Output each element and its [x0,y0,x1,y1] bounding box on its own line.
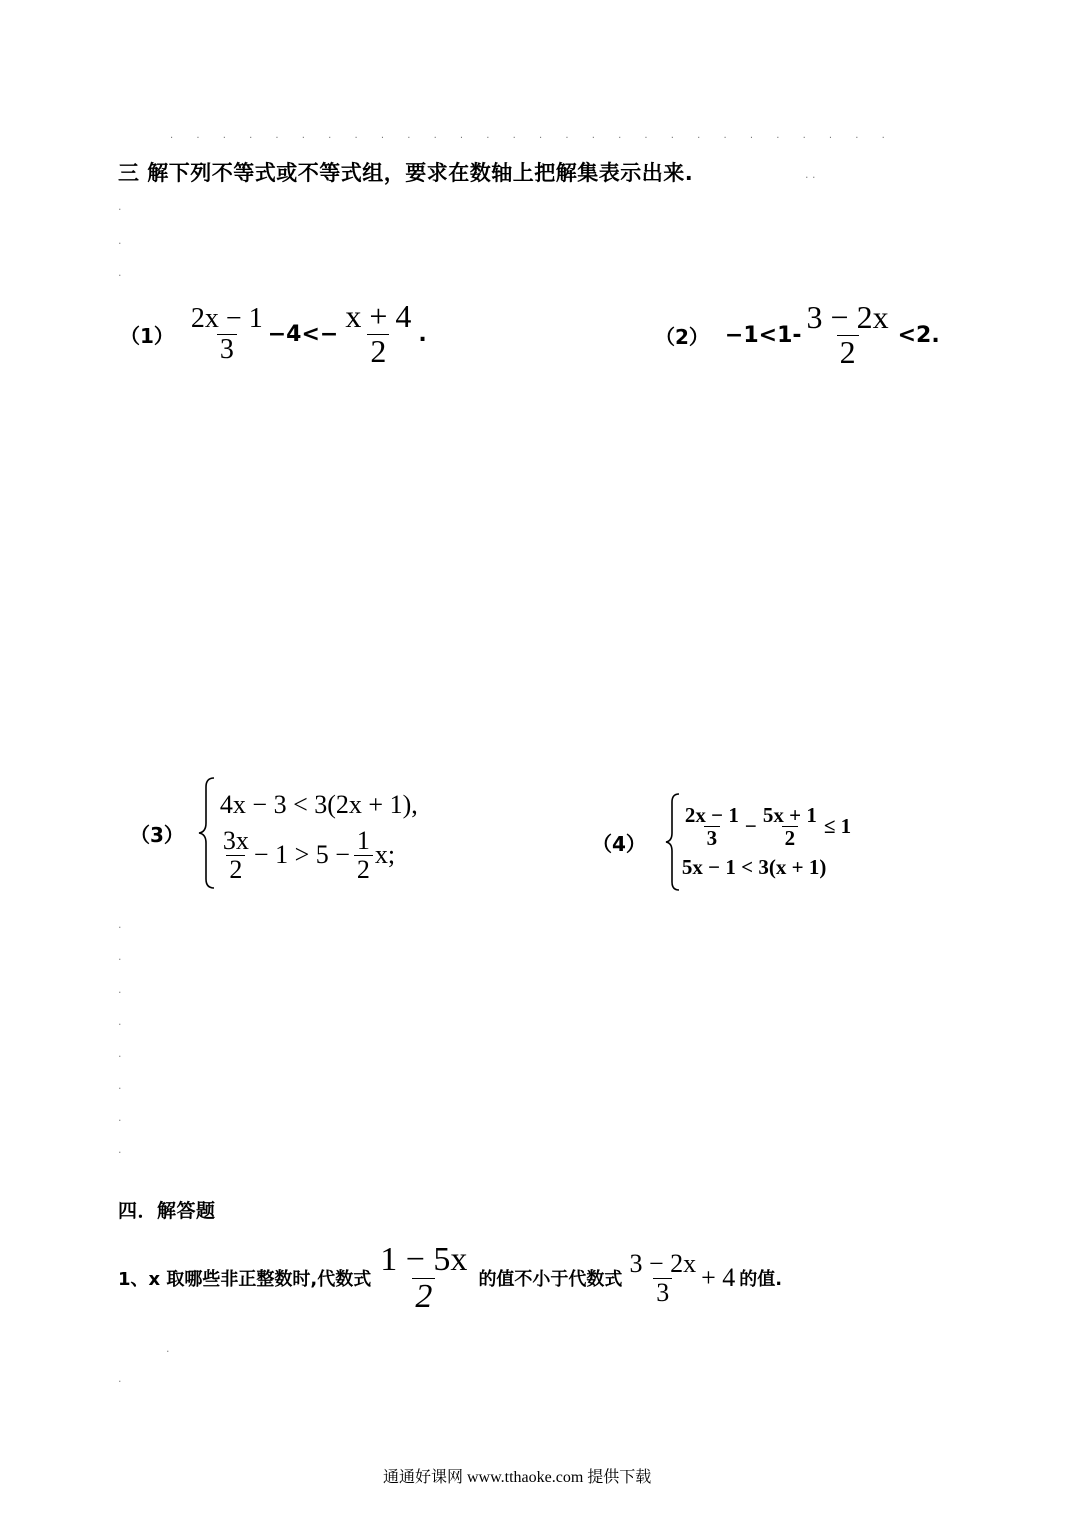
problem-3-label: （3） [130,822,184,847]
fraction-3-2x-over-3 [626,1250,699,1306]
margin-dot: . [118,1111,122,1124]
operator-text: −4<− [267,321,339,347]
problem-3 [130,772,418,894]
system-lines [682,804,851,880]
problem-4 [592,790,851,894]
system-line-1 [682,804,851,849]
fraction-2x-1-over-3 [188,304,266,364]
fraction-3-2x-over-2 [804,298,892,370]
period: . [418,321,427,347]
numerator: 2x − 1 [190,303,263,335]
left-brace-icon [664,791,682,893]
numerator: 2x − 1 [684,802,739,827]
margin-dot: . [118,1372,122,1385]
relation-text: ≤ 1 [823,814,852,838]
denominator: 2 [412,1278,435,1315]
numerator: 1 − 5x [380,1240,468,1278]
margin-dot: . [118,1047,122,1060]
dotted-line: . . . . . . . . . . . . . . . . . . . . . . . . . . . . [170,130,895,141]
margin-dot: . [118,1015,122,1028]
end-text: <2. [897,322,940,348]
lead-text: −1<1- [724,322,802,348]
problem-4-label: （4） [592,831,646,856]
question-1-suffix: 的值. [739,1269,783,1290]
left-brace-icon [196,775,218,891]
fraction-1-5x-over-2 [377,1242,470,1314]
fraction-3x-over-2 [220,827,252,883]
margin-dot: . [118,983,122,996]
system-line-2: 5x − 1 < 3(x + 1) [681,855,827,880]
numerator: x + 4 [345,297,412,334]
denominator: 2 [367,334,389,369]
margin-dot: . [166,1342,170,1355]
numerator: 1 [356,826,370,856]
system-line-1: 4x − 3 < 3(2x + 1), [219,790,418,820]
question-1-middle: 的值不小于代数式 [478,1269,623,1290]
denominator: 2 [226,855,245,883]
numerator: 5x + 1 [762,802,817,827]
margin-dot: . [118,1079,122,1092]
plus-four: + 4 [701,1263,736,1292]
fraction-2x-1-over-3 [682,804,742,849]
question-1 [118,1236,782,1320]
margin-dots: . . [805,168,816,181]
fraction-5x+1-over-2 [760,804,820,849]
numerator: 3 − 2x [629,1249,697,1279]
denominator: 2 [837,335,859,370]
denominator: 3 [653,1278,672,1306]
fraction-x+4-over-2 [342,297,414,369]
minus-sign: − [744,814,757,838]
margin-dot: . [118,950,122,963]
end-text: x; [374,840,396,869]
fraction-1-over-2 [354,827,373,883]
denominator: 2 [354,855,373,883]
margin-dot: . [118,234,122,247]
problem-2 [655,290,940,380]
problem-2-label: （2） [655,324,709,349]
question-1-prefix: 1、x 取哪些非正整数时,代数式 [118,1269,372,1290]
system-line-2 [220,827,418,883]
denominator: 3 [704,826,721,849]
margin-dot: . [118,918,122,931]
margin-dot: . [118,1143,122,1156]
numerator: 3 − 2x [806,298,889,335]
denominator: 2 [782,826,799,849]
section-4-heading: 四．解答题 [118,1200,216,1222]
middle-text: − 1 > 5 − [253,840,350,869]
denominator: 3 [217,334,237,364]
problem-1-label: （1） [120,323,174,348]
numerator: 3x [222,826,249,856]
margin-dot: . [118,266,122,279]
problem-1 [120,292,427,376]
margin-dot: . [118,200,122,213]
footer-text: 通通好课网 www.tthaoke.com 提供下载 [383,1469,652,1486]
section-3-heading: 三 解下列不等式或不等式组，要求在数轴上把解集表示出来. [118,161,694,185]
system-lines [220,783,418,883]
